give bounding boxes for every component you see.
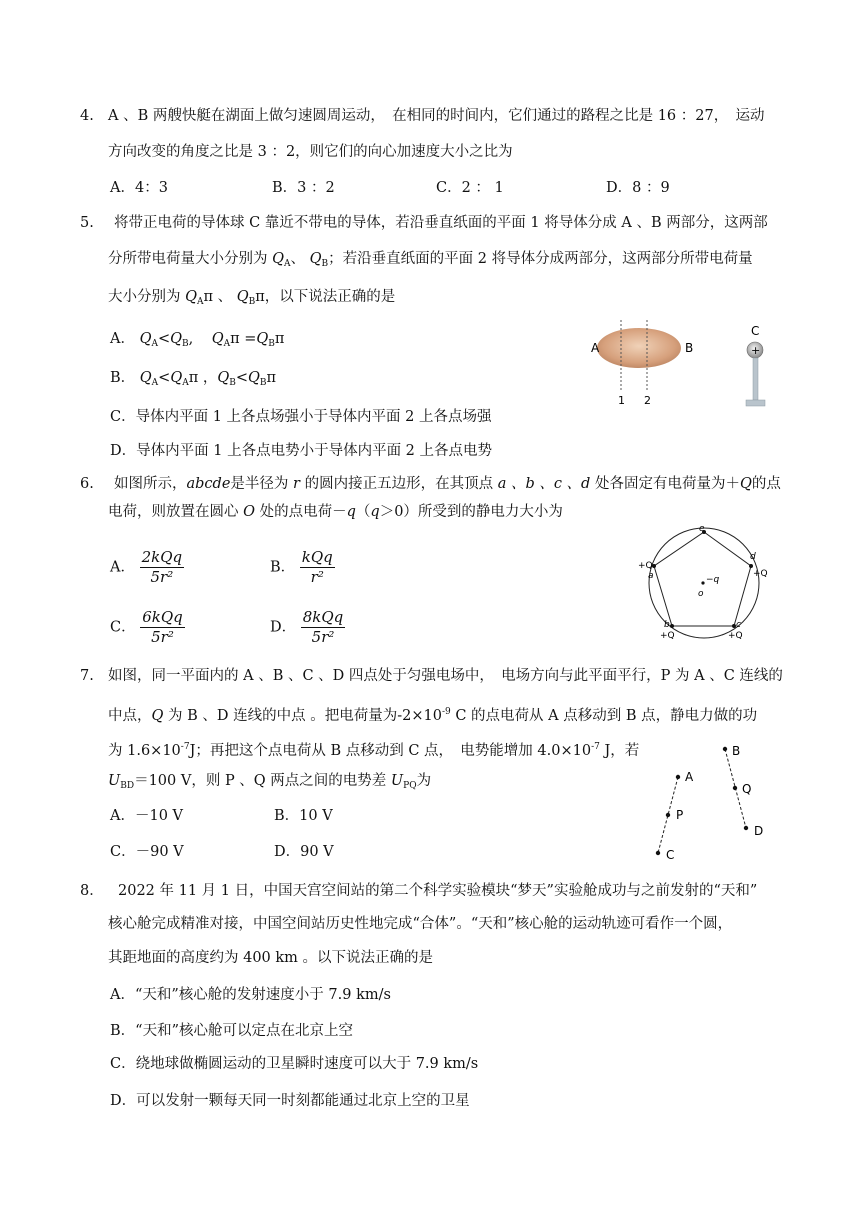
- charge-b-label: +Q: [660, 631, 675, 641]
- conductor-ellipse: [597, 328, 681, 368]
- q4-option-b: B．3 ：2: [272, 180, 335, 196]
- q8-line-1: 2022 年 11 月 1 日，中国天宫空间站的第二个科学实验模块“梦天”实验舱成功与之前发射的“天和”: [118, 883, 758, 899]
- q4-line-1: A 、B 两艘快艇在湖面上做匀速圆周运动， 在相同的时间内，它们通过的路程之比是 16 ：27， 运动: [108, 108, 765, 124]
- vertex-e-label: e: [699, 526, 705, 534]
- q7-option-c: C．－90 V: [110, 844, 184, 860]
- q6-line-2: 电荷，则放置在圆心 O 处的点电荷－q（q＞0）所受到的静电力大小为: [108, 504, 563, 520]
- q8-option-b: B．“天和”核心舱可以定点在北京上空: [110, 1023, 353, 1039]
- q7-number: 7.: [80, 668, 94, 684]
- q4-line-2: 方向改变的角度之比是 3 ：2，则它们的向心加速度大小之比为: [108, 144, 513, 160]
- q4-number: 4.: [80, 108, 94, 124]
- pentagon: [654, 532, 751, 626]
- point-q-label: Q: [742, 782, 752, 796]
- q7-line-3: 为 $1.6\times 10^{-7}J$；再把这个点电荷从 B 点移动到 C 点， 电势能增加 $4.0\times 10^{-7}$ J，若: [108, 742, 640, 759]
- charge-d-label: +Q: [753, 569, 768, 579]
- point-d-label: D: [754, 824, 764, 838]
- vertex-b-label: b: [664, 620, 670, 630]
- point-b-label: B: [732, 744, 741, 758]
- q4-option-d: D．8 ：9: [606, 180, 670, 196]
- label-1: 1: [618, 394, 625, 407]
- q6-option-c: C． $\frac{\text{6kQq}}{\text{5r²}}$: [110, 608, 183, 646]
- q8-option-c: C．绕地球做椭圆运动的卫星瞬时速度可以大于 7.9 km/s: [110, 1056, 479, 1072]
- q6-pentagon-figure: [636, 526, 772, 642]
- q6-line-1: 如图所示，abcde是半径为 r 的圆内接正五边形，在其顶点 a 、b 、c 、d 处各固定有电荷量为＋Q的点: [114, 476, 781, 492]
- q8-number: 8．: [80, 883, 104, 899]
- q7-line-1: 如图，同一平面内的 A 、B 、C 、D 四点处于匀强电场中， 电场方向与此平面平行，P 为 A 、C 连线的: [108, 668, 783, 684]
- point-c-label: C: [666, 848, 675, 862]
- q5-option-c: C．导体内平面 1 上各点场强小于导体内平面 2 上各点场强: [110, 409, 492, 425]
- q4-option-a: A．4：3: [110, 180, 168, 196]
- q7-option-b: B．10 V: [274, 808, 333, 824]
- point-a-label: A: [685, 770, 694, 784]
- ball-stand-rod: [753, 358, 758, 400]
- q8-option-a: A．“天和”核心舱的发射速度小于 7.9 km/s: [110, 987, 391, 1003]
- q5-line-1: 将带正电荷的导体球 C 靠近不带电的导体，若沿垂直纸面的平面 1 将导体分成 A 、B 两部分，这两部: [114, 215, 768, 231]
- vertex-c-label: c: [736, 620, 741, 630]
- q5-option-b: B． $Q_A<Q_A\pi$ ，$Q_B<Q_B\pi$: [110, 370, 277, 388]
- q6-number: 6.: [80, 476, 94, 492]
- q7-line-4: $U_{BD}=100$ V，则 P 、Q 两点之间的电势差 $U_{PQ}$为: [108, 773, 432, 791]
- q5-option-a: A． $Q_A<Q_B$, $Q_A\pi =Q_B\pi$: [110, 331, 285, 349]
- label-2: 2: [644, 394, 651, 407]
- q6-option-b: B． $\frac{\text{kQq}}{\text{r²}}$: [270, 548, 333, 586]
- q7-line-2: 中点，Q 为 B 、D 连线的中点 。把电荷量为$-2\times 10^{-9}$ C 的点电荷从 A 点移动到 B 点，静电力做的功: [108, 707, 758, 724]
- vertex-d-label: d: [750, 552, 756, 562]
- plus-sign: +: [751, 344, 761, 357]
- center-charge-label: −q: [706, 575, 720, 585]
- label-b: B: [685, 341, 694, 355]
- point-p-label: P: [676, 808, 684, 822]
- charge-a-label: +Q: [638, 561, 653, 571]
- label-c: C: [751, 324, 760, 338]
- q8-line-3: 其距地面的高度约为 400 km 。以下说法正确的是: [108, 950, 434, 966]
- q8-line-2: 核心舱完成精准对接，中国空间站历史性地完成“合体”。“天和”核心舱的运动轨迹可看作一个圆，: [108, 916, 733, 932]
- q6-option-a: A． $\frac{\text{2kQq}}{\text{5r²}}$: [110, 548, 183, 586]
- q7-points-figure: [648, 740, 778, 864]
- q5-line-3: 大小分别为 $Q_A\pi$ 、 $Q_B\pi$，以下说法正确的是: [108, 289, 396, 307]
- q5-line-2: 分所带电荷量大小分别为 $Q_A$、 $Q_B$；若沿垂直纸面的平面 2 将导体分成两部分，这两部分所带电荷量: [108, 251, 753, 269]
- ball-stand-base: [746, 400, 765, 406]
- center-o-label: o: [698, 589, 704, 599]
- q7-option-a: A．－10 V: [110, 808, 184, 824]
- q4-option-c: C．2 ： 1: [436, 180, 504, 196]
- q7-option-d: D．90 V: [274, 844, 334, 860]
- q5-figure: [585, 318, 785, 413]
- q5-option-d: D．导体内平面 1 上各点电势小于导体内平面 2 上各点电势: [110, 443, 493, 459]
- q5-number: 5.: [80, 215, 94, 231]
- charge-c-label: +Q: [728, 631, 743, 641]
- vertex-a-label: a: [648, 571, 654, 581]
- q8-option-d: D．可以发射一颗每天同一时刻都能通过北京上空的卫星: [110, 1093, 470, 1109]
- label-a: A: [591, 341, 600, 355]
- q6-option-d: D． $\frac{\text{8kQq}}{\text{5r²}}$: [270, 608, 344, 646]
